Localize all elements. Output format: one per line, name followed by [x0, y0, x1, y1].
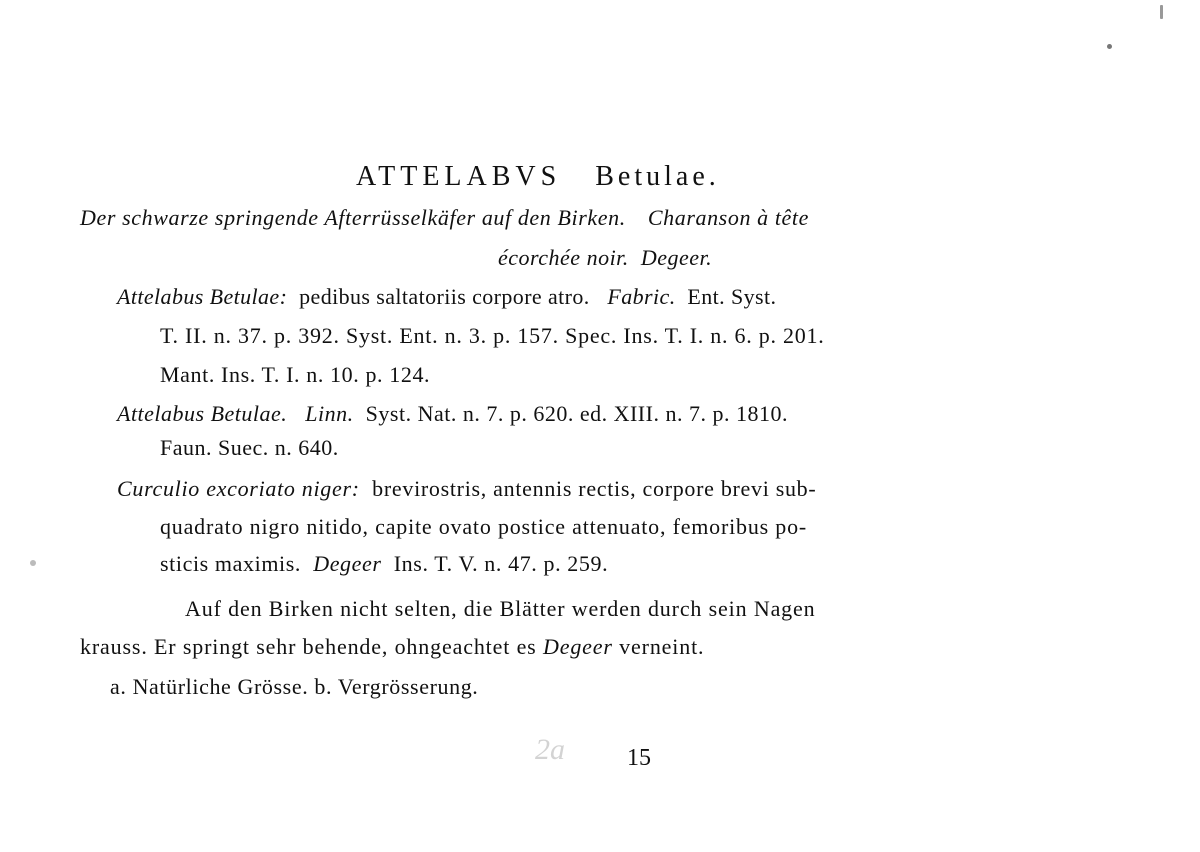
german-name: Der schwarze springende Afterrüsselkäfer auf den Birken. — [80, 205, 626, 230]
pencil-annotation: 2a — [535, 733, 565, 766]
ref3-desc: brevirostris, antennis rectis, corpore brevi sub- — [372, 476, 817, 501]
french-name-line-2 — [498, 247, 712, 269]
ref1-desc: pedibus saltatoriis corpore atro. — [299, 284, 590, 309]
french-name-cont: écorchée noir. — [498, 245, 629, 270]
ref3-line2 — [160, 516, 807, 538]
ref3-line1 — [117, 478, 816, 500]
paragraph-author: Degeer — [542, 634, 613, 659]
ref2-line2 — [160, 437, 339, 459]
species-name: Betulae. — [595, 161, 720, 192]
ref1-line1 — [117, 286, 776, 308]
paragraph-text-end: verneint. — [619, 634, 705, 659]
page-title — [356, 163, 720, 191]
ref2-citation: Syst. Nat. n. 7. p. 620. ed. XIII. n. 7. p. 1810. — [365, 401, 788, 426]
german-name-line — [80, 207, 809, 229]
paragraph-text: Auf den Birken nicht selten, die Blätter werden durch sein Nagen — [185, 596, 816, 621]
page-number: 15 — [627, 745, 651, 771]
size-legend — [110, 676, 478, 698]
ref2-line1 — [117, 403, 788, 425]
ref1-line2 — [160, 325, 825, 347]
ref1-citation: T. II. n. 37. p. 392. Syst. Ent. n. 3. p. 157. Spec. Ins. T. I. n. 6. p. 201. — [160, 323, 825, 348]
paragraph-line2 — [80, 636, 704, 658]
ref2-name: Attelabus Betulae. — [117, 401, 288, 426]
ref3-line3 — [160, 553, 608, 575]
paper-speck — [1107, 44, 1112, 49]
ref1-name: Attelabus Betulae: — [117, 284, 288, 309]
size-legend-text: a. Natürliche Grösse. b. Vergrösserung. — [110, 674, 479, 699]
ref3-author: Degeer — [313, 551, 382, 576]
ref1-line3 — [160, 364, 430, 386]
ref1-author: Fabric. — [607, 284, 676, 309]
ref3-desc-end: sticis maximis. — [160, 551, 301, 576]
ref2-author: Linn. — [305, 401, 354, 426]
german-name-author: Degeer. — [640, 245, 713, 270]
french-name: Charanson à tête — [647, 205, 809, 230]
ref2-citation-cont: Faun. Suec. n. 640. — [160, 435, 339, 460]
genus-name: ATTELABVS — [356, 161, 562, 192]
paragraph-text-cont: krauss. Er springt sehr behende, ohngeachtet es — [80, 634, 537, 659]
ref1-citation-cont: Mant. Ins. T. I. n. 10. p. 124. — [160, 362, 431, 387]
ref1-tail: Ent. Syst. — [687, 284, 777, 309]
ref3-name: Curculio excoriato niger: — [117, 476, 360, 501]
paper-speck — [1160, 5, 1163, 19]
ref3-desc-cont: quadrato nigro nitido, capite ovato postice attenuato, femoribus po- — [160, 514, 808, 539]
paragraph-line1 — [185, 598, 816, 620]
paper-speck — [30, 560, 36, 566]
ref3-citation: Ins. T. V. n. 47. p. 259. — [393, 551, 609, 576]
